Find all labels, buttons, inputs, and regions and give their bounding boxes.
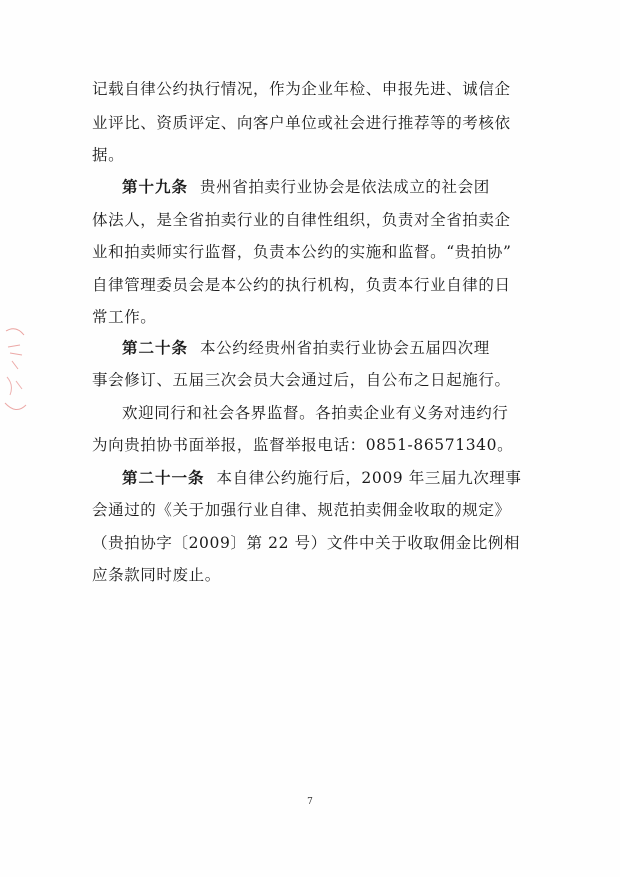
seal-stamp-fragment — [2, 325, 30, 415]
body-text-line: 事会修订、五届三次会员大会通过后，自公布之日起施行。 — [92, 371, 511, 389]
article-heading: 第二十一条 — [122, 469, 205, 487]
article-19-first-line: 第十九条 贵州省拍卖行业协会是依法成立的社会团 — [122, 178, 490, 196]
body-text-line: 体法人，是全省拍卖行业的自律性组织，负责对全省拍卖企 — [92, 211, 511, 229]
article-heading: 第十九条 — [122, 178, 189, 196]
body-text-line: 业评比、资质评定、向客户单位或社会进行推荐等的考核依 — [92, 114, 511, 132]
body-text-line: 应条款同时废止。 — [92, 566, 221, 584]
article-20-first-line: 第二十条 本公约经贵州省拍卖行业协会五届四次理 — [122, 339, 490, 357]
body-text-line: 业和拍卖师实行监督，负责本公约的实施和监督。“贵拍协” — [92, 243, 512, 261]
body-text-line: 为向贵拍协书面举报，监督举报电话：0851-86571340。 — [92, 436, 514, 454]
body-text-line: 自律管理委员会是本公约的执行机构，负责本行业自律的日 — [92, 276, 511, 294]
article-21-first-line: 第二十一条 本自律公约施行后，2009 年三届九次理事 — [122, 469, 522, 487]
body-text-line: 欢迎同行和社会各界监督。各拍卖企业有义务对违约行 — [122, 404, 509, 422]
page-number: 7 — [307, 797, 313, 807]
body-text-line: 记载自律公约执行情况，作为企业年检、申报先进、诚信企 — [92, 80, 511, 98]
body-text-line: 据。 — [92, 146, 125, 164]
article-heading: 第二十条 — [122, 339, 189, 357]
body-text-line: 常工作。 — [92, 308, 157, 326]
body-text-line: （贵拍协字〔2009〕第 22 号）文件中关于收取佣金比例相 — [92, 534, 521, 552]
body-text-line: 会通过的《关于加强行业自律、规范拍卖佣金收取的规定》 — [92, 501, 511, 519]
